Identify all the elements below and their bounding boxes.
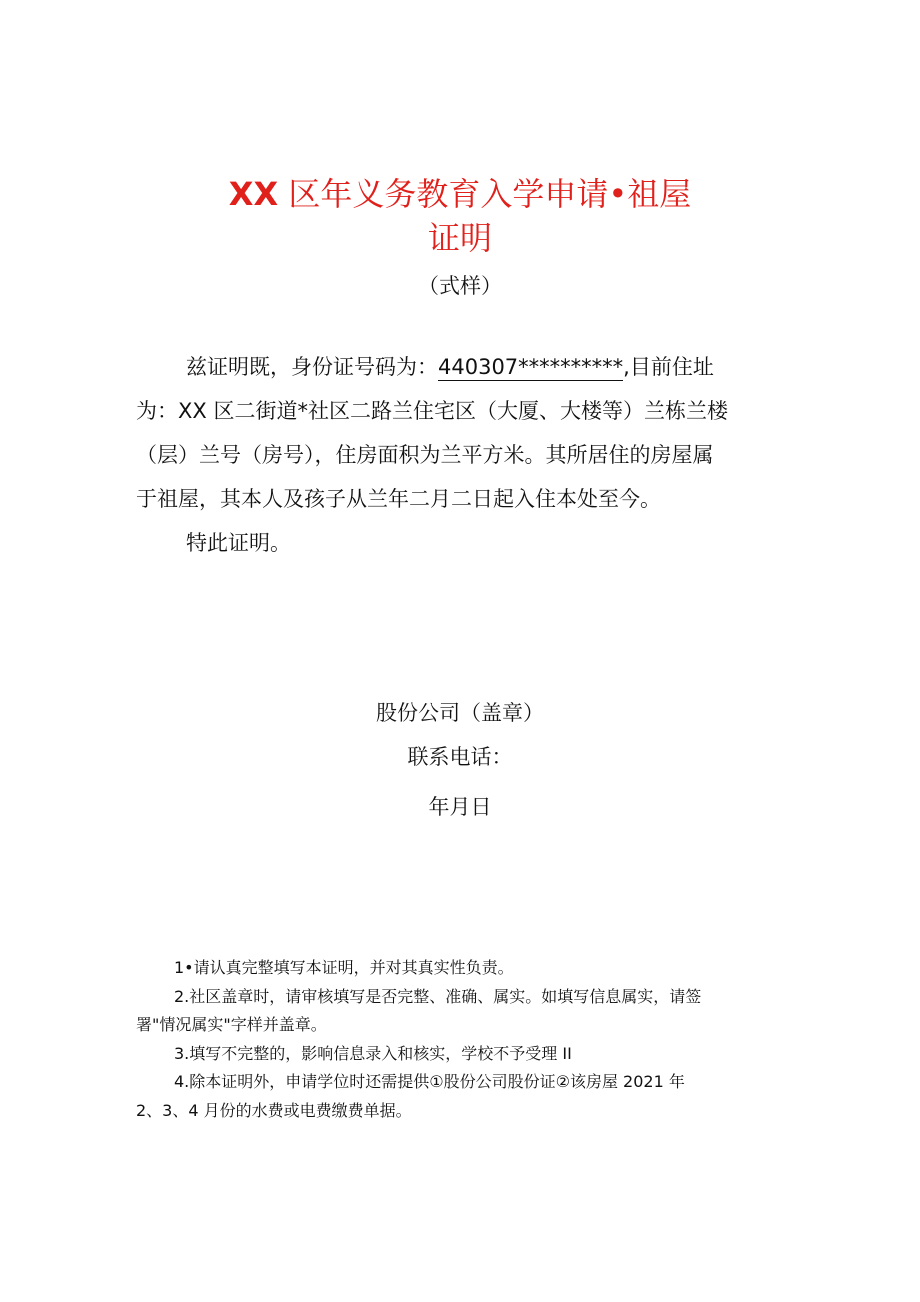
title-prefix: XX	[228, 175, 279, 213]
body-line-4: 于祖屋，其本人及孩子从兰年二月二日起入住本处至今。	[136, 487, 661, 511]
document-subtitle: （式样）	[418, 274, 502, 298]
note-2-line-2: 署"情况属实"字样并盖章。	[136, 1015, 327, 1034]
note-4-line-1: 4.除本证明外，申请学位时还需提供①股份公司股份证②该房屋 2021 年	[174, 1072, 685, 1091]
title-rest: 区年义务教育入学申请•祖屋	[278, 175, 692, 213]
body-line-1	[186, 352, 714, 382]
note-4-line-2: 2、3、4 月份的水费或电费缴费单据。	[136, 1101, 412, 1120]
document-title-line1	[0, 174, 920, 214]
body-line-3: （层）兰号（房号），住房面积为兰平方米。其所居住的房屋属	[136, 443, 714, 467]
body-line-1-after: ,目前住址	[623, 355, 714, 379]
body-line-5: 特此证明。	[186, 531, 291, 555]
note-2-line-1: 2.社区盖章时，请审核填写是否完整、准确、属实。如填写信息属实，请签	[174, 987, 702, 1006]
body-line-2: 为：XX 区二街道*社区二路兰住宅区（大厦、大楼等）兰栋兰楼	[136, 399, 728, 423]
id-number-field: 440307**********	[438, 355, 624, 379]
company-seal-label: 股份公司（盖章）	[376, 701, 544, 725]
body-line-1-before: 兹证明既，身份证号码为：	[186, 355, 438, 379]
note-3: 3.填写不完整的，影响信息录入和核实，学校不予受理 II	[174, 1044, 572, 1063]
note-1: 1•请认真完整填写本证明，并对其真实性负责。	[174, 958, 514, 977]
document-title-line2: 证明	[427, 219, 492, 257]
date-label: 年月日	[428, 795, 492, 819]
contact-phone-label: 联系电话：	[407, 745, 513, 769]
